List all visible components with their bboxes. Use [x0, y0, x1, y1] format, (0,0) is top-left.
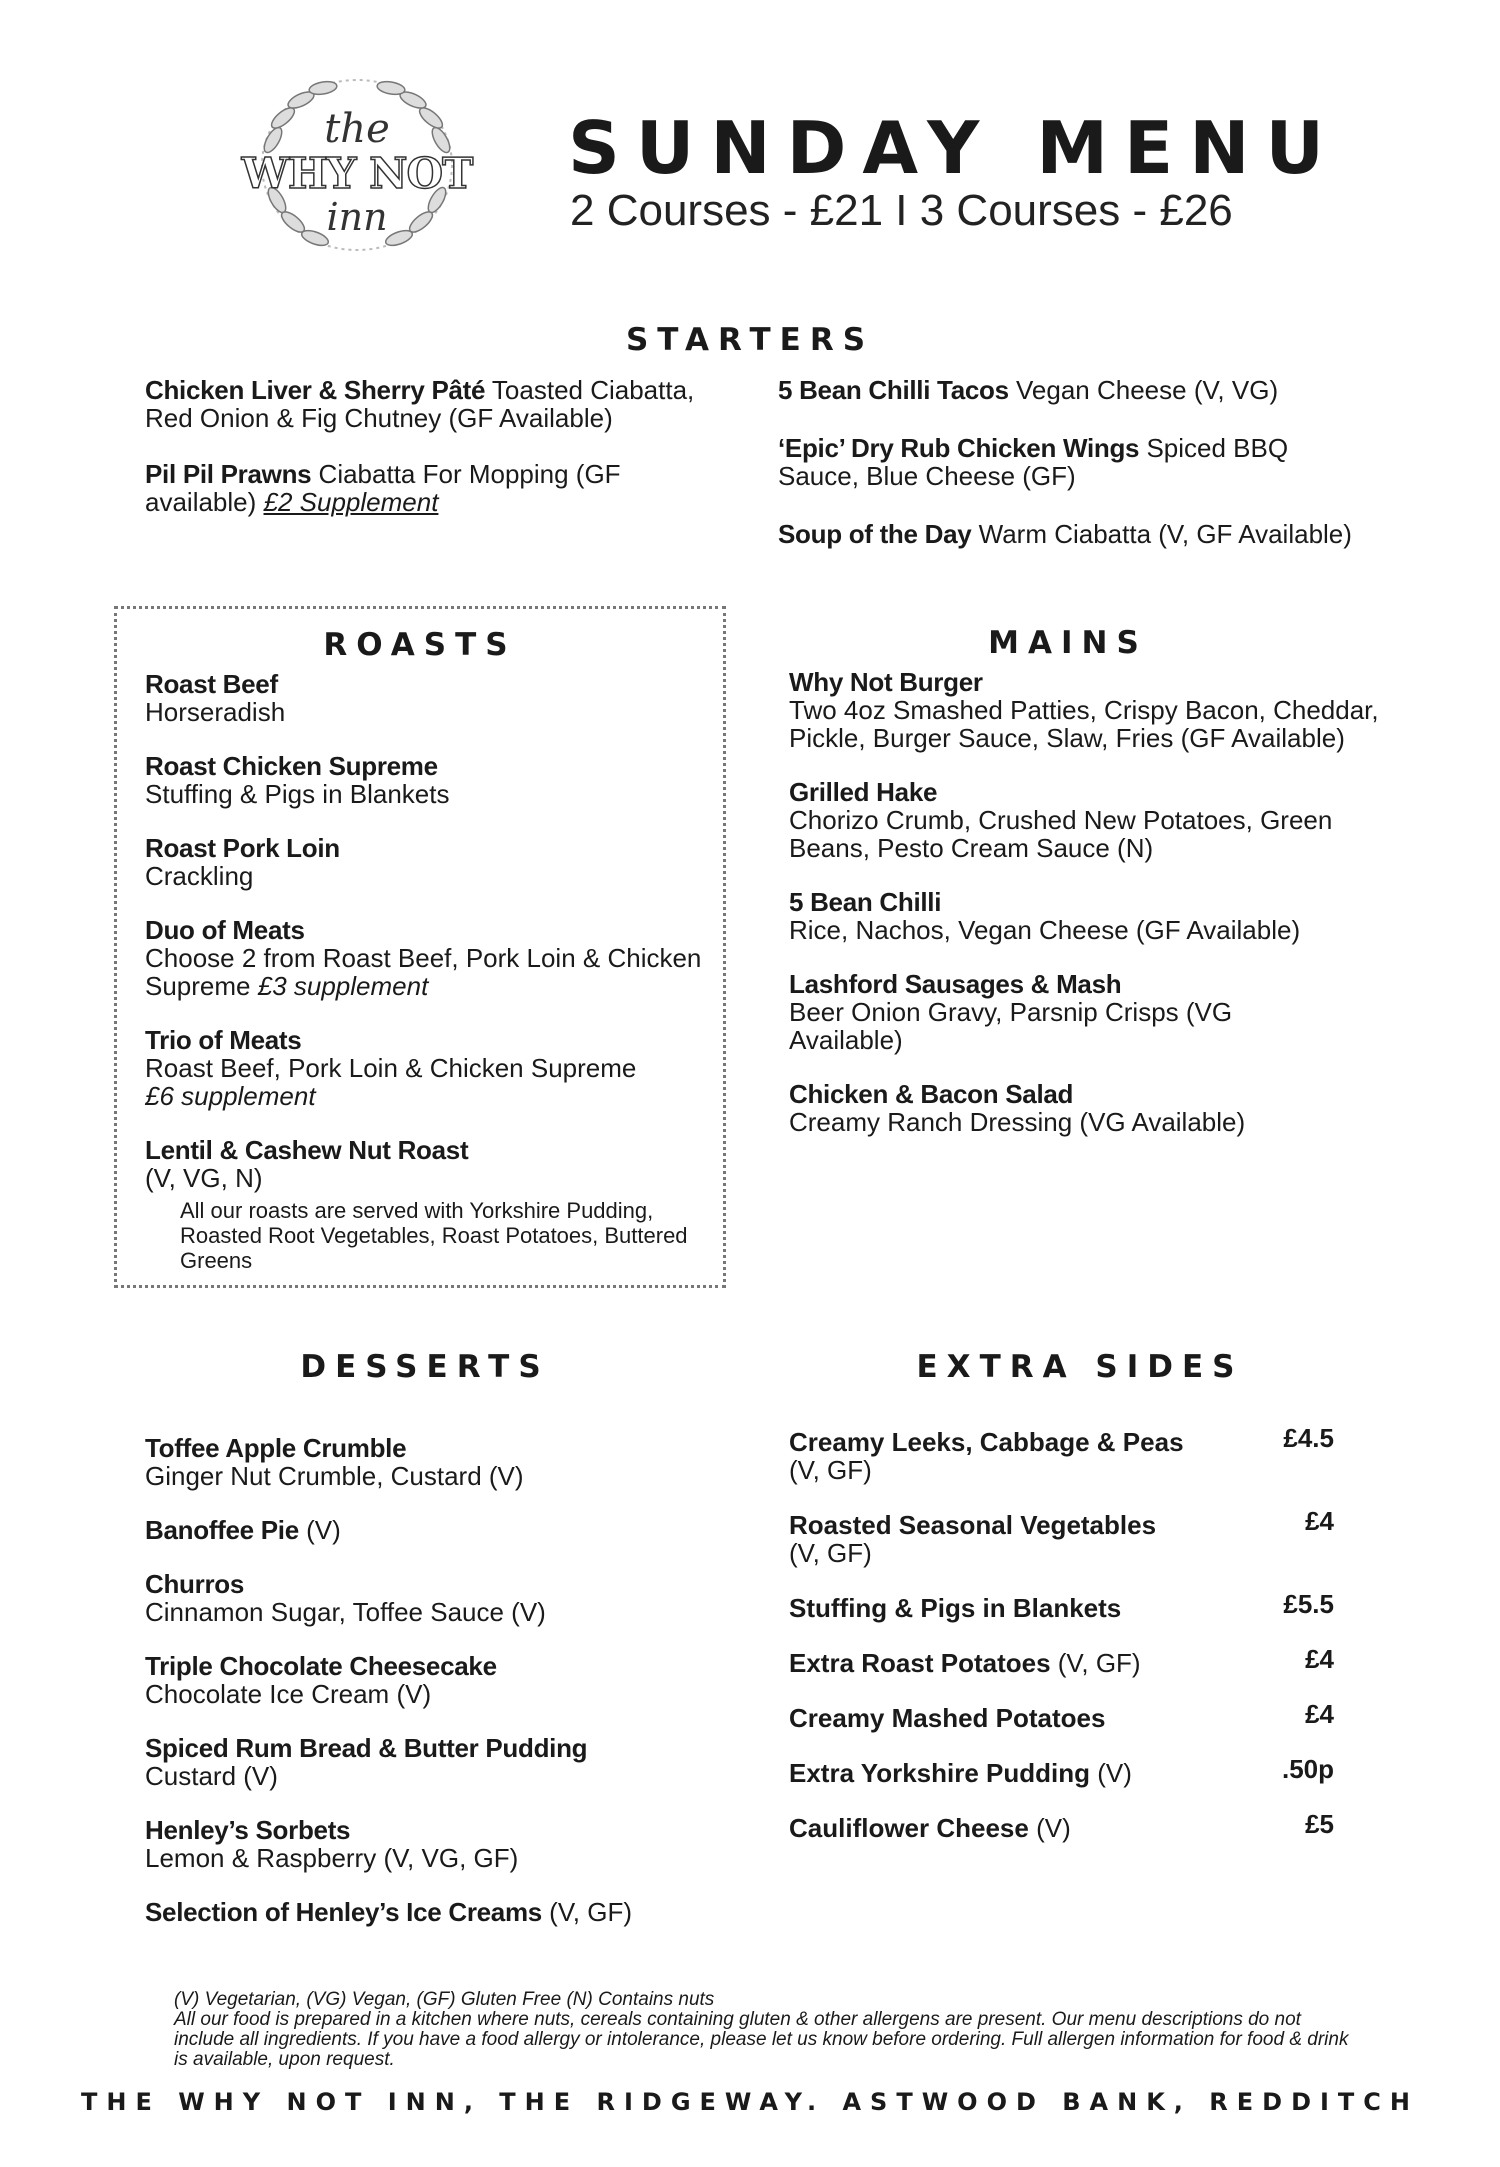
- item-price: £5: [1305, 1809, 1334, 1839]
- list-item: [145, 1434, 745, 1490]
- item-desc: Rice, Nachos, Vegan Cheese (GF Available): [789, 915, 1301, 945]
- item-name: Spiced Rum Bread & Butter Pudding: [145, 1733, 588, 1763]
- mains-heading: MAINS: [988, 625, 1148, 661]
- item-desc: Warm Ciabatta (V, GF Available): [971, 519, 1352, 549]
- item-name: Churros: [145, 1569, 245, 1599]
- list-item: [789, 778, 1389, 862]
- venue-address: THE WHY NOT INN, THE RIDGEWAY. ASTWOOD BANK, REDDITCH: [81, 2088, 1419, 2116]
- item-supplement: £2 Supplement: [263, 487, 439, 517]
- item-name: Stuffing & Pigs in Blankets: [789, 1593, 1122, 1623]
- item-supplement: £6 supplement: [145, 1081, 316, 1111]
- item-name: Toffee Apple Crumble: [145, 1433, 407, 1463]
- item-desc: (V, VG, N): [145, 1163, 263, 1193]
- item-name: Henley’s Sorbets: [145, 1815, 351, 1845]
- list-item: [789, 1644, 1349, 1678]
- item-desc: Chorizo Crumb, Crushed New Potatoes, Green Beans, Pesto Cream Sauce (N): [789, 805, 1333, 863]
- item-price: £4: [1305, 1506, 1334, 1536]
- item-name: Triple Chocolate Cheesecake: [145, 1651, 497, 1681]
- item-name: Selection of Henley’s Ice Creams: [145, 1897, 542, 1927]
- item-dietary: (V, GF): [541, 1897, 633, 1927]
- item-desc: Roast Beef, Pork Loin & Chicken Supreme: [145, 1053, 637, 1083]
- starters-heading: STARTERS: [625, 322, 875, 358]
- list-item: [145, 1652, 745, 1708]
- list-item: [778, 434, 1298, 490]
- list-item: [778, 376, 1398, 404]
- list-item: [789, 970, 1239, 1054]
- logo: [195, 70, 520, 260]
- item-name: Roast Chicken Supreme: [145, 751, 438, 781]
- item-price: £4: [1305, 1699, 1334, 1729]
- item-desc: (V, GF): [789, 1538, 872, 1568]
- item-name: Lashford Sausages & Mash: [789, 969, 1122, 999]
- item-name: 5 Bean Chilli Tacos: [778, 375, 1009, 405]
- item-dietary: (V, GF): [1050, 1648, 1141, 1678]
- item-name: Extra Yorkshire Pudding: [789, 1758, 1091, 1788]
- item-name: ‘Epic’ Dry Rub Chicken Wings: [778, 433, 1140, 463]
- allergen-notes: [174, 1990, 1354, 2070]
- item-name: Chicken Liver & Sherry Pâté: [145, 375, 486, 405]
- item-desc: Choose 2 from Roast Beef, Pork Loin & Chicken Supreme: [145, 943, 702, 1001]
- list-item: [789, 1423, 1349, 1485]
- item-price: £5.5: [1283, 1589, 1334, 1619]
- list-item: [789, 1589, 1349, 1623]
- item-name: Duo of Meats: [145, 915, 305, 945]
- roasts-heading: ROASTS: [323, 627, 517, 663]
- item-name: Trio of Meats: [145, 1025, 302, 1055]
- sides-heading: EXTRA SIDES: [916, 1349, 1244, 1385]
- item-name: Grilled Hake: [789, 777, 938, 807]
- list-item: [145, 916, 715, 1000]
- item-dietary: (V): [298, 1515, 341, 1545]
- item-name: Lentil & Cashew Nut Roast: [145, 1135, 469, 1165]
- desserts-list: [145, 1434, 745, 1952]
- course-pricing: 2 Courses - £21 I 3 Courses - £26: [570, 186, 1233, 235]
- item-desc: Two 4oz Smashed Patties, Crispy Bacon, Cheddar, Pickle, Burger Sauce, Slaw, Fries (GF Available): [789, 695, 1379, 753]
- item-name: Roasted Seasonal Vegetables: [789, 1510, 1157, 1540]
- item-desc: Lemon & Raspberry (V, VG, GF): [145, 1843, 519, 1873]
- page-title: SUNDAY MENU: [568, 106, 1340, 190]
- list-item: [145, 460, 705, 516]
- item-desc: Beer Onion Gravy, Parsnip Crisps (VG Available): [789, 997, 1233, 1055]
- starters-right-column: [778, 376, 1398, 574]
- item-name: Cauliflower Cheese: [789, 1813, 1029, 1843]
- item-name: Soup of the Day: [778, 519, 972, 549]
- sides-list: [789, 1423, 1349, 1869]
- item-dietary: (V): [1028, 1813, 1071, 1843]
- list-item: [145, 1136, 715, 1192]
- logo-text-the: the: [324, 106, 390, 152]
- item-price: .50p: [1281, 1754, 1334, 1784]
- item-desc: Toasted Ciabatta, Red Onion & Fig Chutney (GF Available): [145, 375, 695, 433]
- list-item: [145, 1898, 745, 1926]
- logo-text-whynot: WHY NOT: [241, 149, 473, 198]
- list-item: [789, 1754, 1349, 1788]
- list-item: [145, 1026, 715, 1110]
- item-name: Chicken & Bacon Salad: [789, 1079, 1074, 1109]
- item-desc: Custard (V): [145, 1761, 278, 1791]
- item-desc: Stuffing & Pigs in Blankets: [145, 779, 450, 809]
- item-name: Extra Roast Potatoes: [789, 1648, 1051, 1678]
- roasts-list: [145, 670, 715, 1218]
- list-item: [145, 752, 715, 808]
- item-price: £4: [1305, 1644, 1334, 1674]
- item-desc: Ginger Nut Crumble, Custard (V): [145, 1461, 524, 1491]
- item-desc: (V, GF): [789, 1455, 872, 1485]
- desserts-heading: DESSERTS: [300, 1349, 550, 1385]
- dietary-key: (V) Vegetarian, (VG) Vegan, (GF) Gluten Free (N) Contains nuts: [174, 1989, 715, 2010]
- item-name: Roast Beef: [145, 669, 278, 699]
- item-desc: Vegan Cheese (V, VG): [1008, 375, 1279, 405]
- roasts-note: All our roasts are served with Yorkshire Pudding, Roasted Root Vegetables, Roast Potatoes, Buttered Greens: [180, 1198, 688, 1273]
- list-item: [789, 1080, 1389, 1136]
- item-desc: Spiced BBQ Sauce, Blue Cheese (GF): [778, 433, 1289, 491]
- list-item: [145, 1516, 745, 1544]
- logo-text-inn: inn: [326, 195, 388, 239]
- item-name: Banoffee Pie: [145, 1515, 299, 1545]
- item-name: Pil Pil Prawns: [145, 459, 312, 489]
- mains-list: [789, 668, 1389, 1162]
- item-name: Why Not Burger: [789, 667, 983, 697]
- list-item: [789, 888, 1389, 944]
- item-desc: Crackling: [145, 861, 254, 891]
- list-item: [145, 834, 715, 890]
- list-item: [145, 670, 715, 726]
- item-name: Creamy Mashed Potatoes: [789, 1703, 1106, 1733]
- list-item: [789, 1809, 1349, 1843]
- list-item: [789, 1506, 1349, 1568]
- item-name: Creamy Leeks, Cabbage & Peas: [789, 1427, 1184, 1457]
- item-name: Roast Pork Loin: [145, 833, 340, 863]
- item-price: £4.5: [1283, 1423, 1334, 1453]
- list-item: [145, 1734, 745, 1790]
- list-item: [145, 376, 705, 432]
- starters-left-column: [145, 376, 705, 542]
- item-desc: Ciabatta For Mopping (GF available): [145, 459, 621, 517]
- list-item: [789, 668, 1389, 752]
- allergen-statement: All our food is prepared in a kitchen where nuts, cereals containing gluten & other allergens are present. Our menu descriptions do not include all ingredients. If you have a food allergy or intolerance, please let us know before ordering. Full allergen information for food & drink is available, upon request.: [174, 2009, 1349, 2070]
- list-item: [778, 520, 1398, 548]
- list-item: [789, 1699, 1349, 1733]
- item-desc: Cinnamon Sugar, Toffee Sauce (V): [145, 1597, 546, 1627]
- item-desc: Chocolate Ice Cream (V): [145, 1679, 432, 1709]
- item-name: 5 Bean Chilli: [789, 887, 942, 917]
- item-dietary: (V): [1090, 1758, 1132, 1788]
- list-item: [145, 1570, 745, 1626]
- item-desc: Horseradish: [145, 697, 286, 727]
- item-supplement: £3 supplement: [257, 971, 429, 1001]
- item-desc: Creamy Ranch Dressing (VG Available): [789, 1107, 1246, 1137]
- list-item: [145, 1816, 745, 1872]
